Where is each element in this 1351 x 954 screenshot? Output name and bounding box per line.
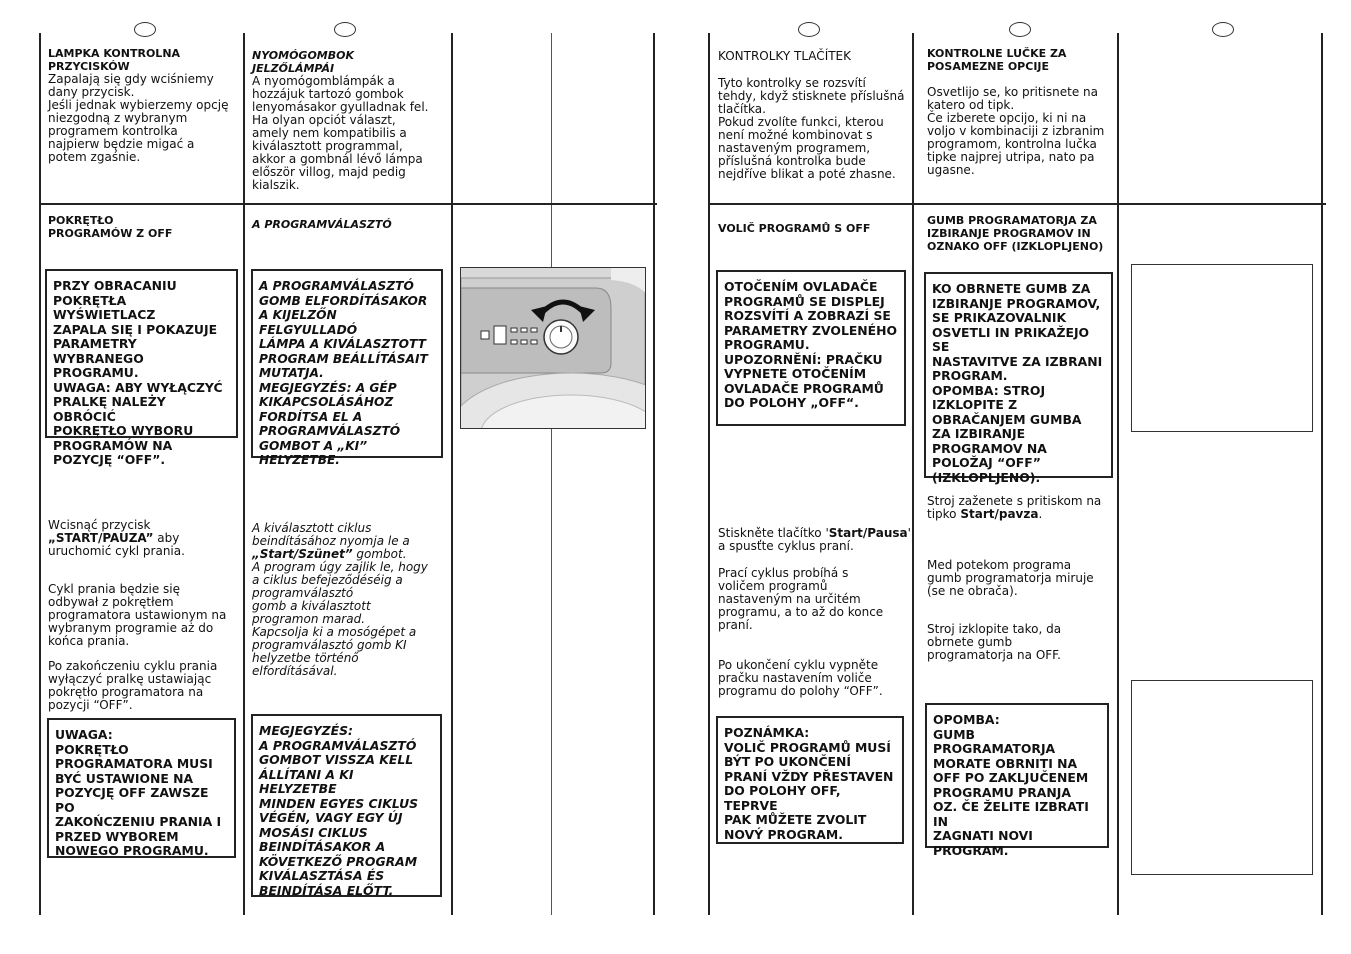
knob-warning-box-cz [716, 270, 906, 426]
column-divider [551, 33, 552, 915]
note-text-cz: POZNÁMKA: VOLIČ PROGRAMŮ MUSÍ BÝT PO UKONČENÍ PRANÍ VŽDY PŘESTAVEN DO POLOHY OFF, TEPRVE PAK MŮŽETE ZVOLIT NOVÝ PROGRAM. [724, 725, 894, 842]
column-divider [653, 33, 655, 915]
start-text-hu-post: gombot. A program úgy zajlik le, hogy a ciklus befejeződéséig a programválasztó gomb a kiválasztott programon marad. Kapcsolja ki a mosógépet a programválasztó gomb KI helyzetbe történő elfordításával. [252, 547, 428, 678]
indicator-text-pl: Zapalają się gdy wciśniemy dany przycisk. Jeśli jednak wybierzemy opcję niezgodną z wybranym programem kontrolka najpierw będzie migać a potem zgaśnie. [48, 72, 229, 164]
column-divider [451, 33, 453, 915]
note-box-cz [716, 716, 904, 844]
start-button-name-pl: „START/PAUZA” [48, 531, 154, 545]
indicator-title-hu: NYOMÓGOMBOK JELZŐLÁMPÁI [252, 49, 355, 75]
language-flag-icon [798, 22, 820, 37]
knob-warning-text-pl: PRZY OBRACANIU POKRĘTŁA WYŚWIETLACZ ZAPALA SIĘ I POKAZUJE PARAMETRY WYBRANEGO PROGRAMU. UWAGA: ABY WYŁĄCZYĆ PRALKĘ NALEŻY OBRÓCIĆ POKRĘTŁO WYBORU PROGRAMÓW NA POZYCJĘ “OFF”. [53, 278, 223, 467]
cycle-text-pl: Cykl prania będzie się odbywał z pokrętłem programatora ustawionym na wybranym programie aż do końca prania. [48, 582, 227, 648]
knob-warning-text-si: KO OBRNETE GUMB ZA IZBIRANJE PROGRAMOV, SE PRIKAZOVALNIK OSVETLI IN PRIKAŽEJO SE NASTAVITVE ZA IZBRANI PROGRAM. OPOMBA: STROJ IZKLOPITE Z OBRAČANJEM GUMBA ZA IZBIRANJE PROGRAMOV NA POLOŽAJ “OFF” (IZKLOPLJENO). [932, 281, 1103, 485]
row-divider [708, 203, 1326, 205]
start-text-si-post: . [1038, 507, 1043, 521]
start-text-si-pre: Stroj zaženete s pritiskom na tipko [927, 494, 1102, 521]
start-text-cz [718, 527, 911, 553]
start-text-cz-post: ' a spusťte cyklus praní. [718, 526, 911, 553]
cycle-text-cz: Prací cyklus probíhá s voličem programů nastaveným na určitém programu, a to až do konce praní. [718, 566, 884, 632]
knob-title-hu: A PROGRAMVÁLASZTÓ [252, 218, 392, 231]
language-flag-icon [1009, 22, 1031, 37]
knob-warning-box-pl [45, 269, 238, 467]
end-text-pl: Po zakończeniu cyklu prania wyłączyć pralkę ustawiając pokrętło programatora na pozycji “OFF”. [48, 659, 218, 712]
start-text-hu-pre: A kiválasztott ciklus beindításához nyomja le a [252, 521, 410, 548]
knob-warning-box-si [924, 272, 1113, 485]
column-divider [39, 33, 41, 915]
empty-text-box [1131, 264, 1313, 432]
indicator-title-pl: LAMPKA KONTROLNA PRZYCISKÓW [48, 47, 181, 73]
note-text-hu: MEGJEGYZÉS: A PROGRAMVÁLASZTÓ GOMBOT VISSZA KELL ÁLLÍTANI A KI HELYZETBE MINDEN EGYES CIKLUS VÉGÉN, VAGY EGY ÚJ MOSÁSI CIKLUS BEINDÍTÁSAKOR A KÖVETKEZŐ PROGRAM KIVÁLASZTÁSA ÉS BEINDÍTÁSA ELŐTT. [259, 723, 419, 898]
knob-warning-text-hu: A PROGRAMVÁLASZTÓ GOMB ELFORDÍTÁSAKOR A KIJELZŐN FELGYULLADÓ LÁMPA A KIVÁLASZTOTT PROGRAM BEÁLLÍTÁSAIT MUTATJA. MEGJEGYZÉS: A GÉP KIKAPCSOLÁSÁHOZ FORDÍTSA EL A PROGRAMVÁLASZTÓ GOMBOT A „KI” HELYZETBE. [259, 279, 428, 467]
knob-title-si: GUMB PROGRAMATORJA ZA IZBIRANJE PROGRAMOV IN OZNAKO OFF (IZKLOPLJENO) [927, 214, 1104, 253]
language-flag-icon [134, 22, 156, 37]
empty-text-box [1131, 680, 1313, 875]
note-box-pl [47, 718, 236, 858]
end-text-si: Stroj izklopite tako, da obrnete gumb programatorja na OFF. [927, 622, 1062, 662]
knob-title-cz: VOLIČ PROGRAMŮ S OFF [718, 222, 871, 235]
start-button-name-si: Start/pavza [960, 507, 1039, 521]
language-flag-icon [334, 22, 356, 37]
start-button-name-cz: Start/Pausa [828, 526, 908, 540]
row-divider [39, 203, 657, 205]
start-text-pl-post: aby uruchomić cykl prania. [48, 531, 185, 558]
cycle-text-si: Med potekom programa gumb programatorja miruje (se ne obrača). [927, 558, 1094, 598]
start-text-si [927, 495, 1101, 521]
knob-title-pl: POKRĘTŁO PROGRAMÓW Z OFF [48, 214, 173, 240]
column-divider [1321, 33, 1323, 915]
rotate-arrow-icon [531, 288, 595, 322]
column-divider [1117, 33, 1119, 915]
note-box-hu [251, 714, 442, 897]
indicator-text-hu: A nyomógomblámpák a hozzájuk tartozó gombok lenyomásakor gyulladnak fel. Ha olyan opciót választ, amely nem kompatibilis a kiválasztott programmal, akkor a gombnál lévő lámpa először villog, majd pedig kialszik. [252, 74, 429, 192]
indicator-text-si: Osvetlijo se, ko pritisnete na katero od tipk. Če izberete opcijo, ki ni na voljo v kombinaciji z izbranim programom, kontrolna lučka tipke najprej utripa, nato pa ugasne. [927, 85, 1105, 177]
knob-warning-text-cz: OTOČENÍM OVLADAČE PROGRAMŮ SE DISPLEJ ROZSVÍTÍ A ZOBRAZÍ SE PARAMETRY ZVOLENÉHO PROGRAMU. UPOZORNĚNÍ: PRAČKU VYPNETE OTOČENÍM OVLADAČE PROGRAMŮ DO POLOHY „OFF“. [724, 279, 898, 410]
column-divider [708, 33, 710, 915]
note-text-si: OPOMBA: GUMB PROGRAMATORJA MORATE OBRNITI NA OFF PO ZAKLJUČENEM PROGRAMU PRANJA OZ. ČE ŽELITE IZBRATI IN ZAGNATI NOVI PROGRAM. [933, 712, 1089, 858]
start-text-pl [48, 519, 185, 558]
column-divider [912, 33, 914, 915]
language-flag-icon [1212, 22, 1234, 37]
note-text-pl: UWAGA: POKRĘTŁO PROGRAMATORA MUSI BYĆ USTAWIONE NA POZYCJĘ OFF ZAWSZE PO ZAKOŃCZENIU PRANIA I PRZED WYBOREM NOWEGO PROGRAMU. [55, 727, 222, 858]
note-box-si [925, 703, 1109, 858]
indicator-text-cz: Tyto kontrolky se rozsvítí tehdy, když stisknete příslušná tlačítka. Pokud zvolíte funkci, kterou není možné kombinovat s nastaveným programem, příslušná kontrolka bude nejdříve blikat a poté zhasne. [718, 76, 905, 181]
end-text-cz: Po ukončení cyklu vypněte pračku nastavením voliče programu do polohy “OFF”. [718, 658, 883, 698]
indicator-title-cz: KONTROLKY TLAČÍTEK [718, 49, 852, 63]
indicator-title-si: KONTROLNE LUČKE ZA POSAMEZNE OPCIJE [927, 47, 1067, 73]
start-text-pl-pre: Wcisnąć przycisk [48, 518, 151, 532]
column-divider [243, 33, 245, 915]
start-text-hu [252, 522, 428, 678]
control-panel-figure [460, 267, 646, 429]
knob-warning-box-hu [251, 269, 443, 467]
start-button-name-hu: „Start/Szünet” [252, 547, 353, 561]
start-text-cz-pre: Stiskněte tlačítko ' [718, 526, 829, 540]
